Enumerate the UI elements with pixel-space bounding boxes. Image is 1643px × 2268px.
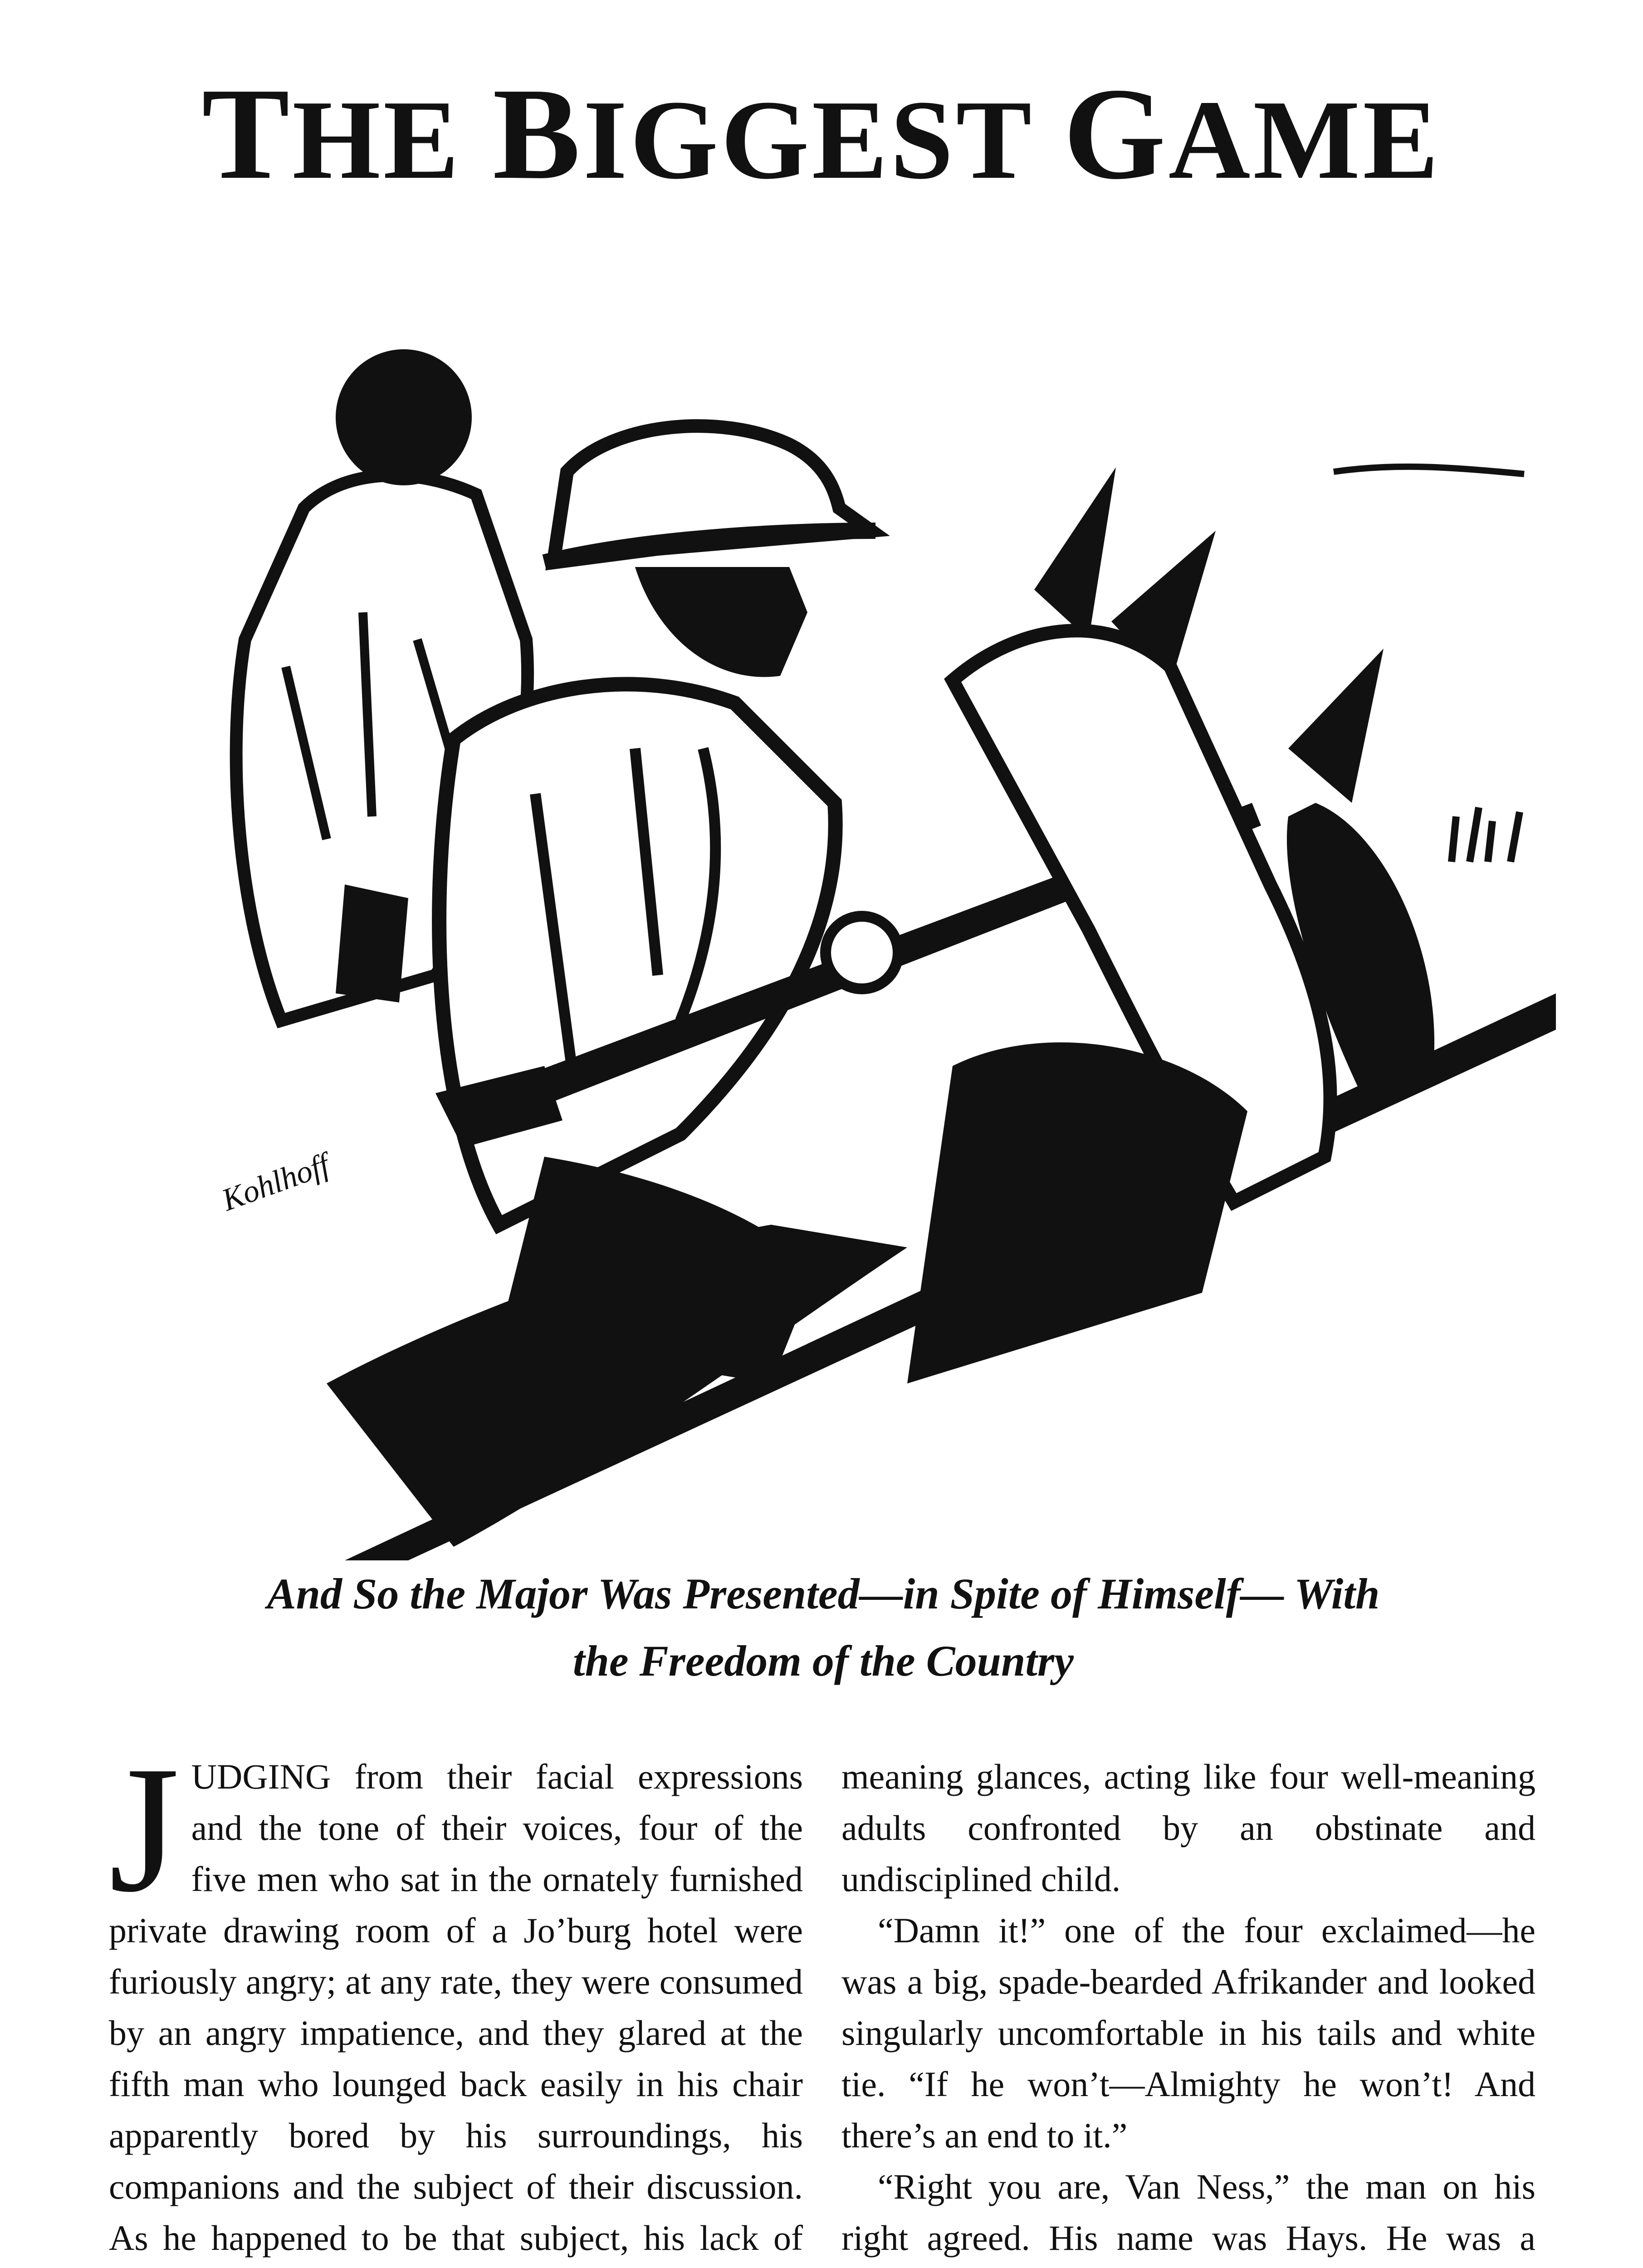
horizon-stroke [1334,467,1524,474]
opening-paragraph [109,1729,803,2268]
title-initial-2: B [493,61,583,206]
story-illustration [91,295,1556,1560]
title-word-3: AME [1168,77,1442,203]
paragraph-van-ness: “Damn it!” one of the four exclaimed—he was a big, spade-bearded Afrikander and looked singularly uncomfortable in his tails and white tie. “If he won’t—Almighty he won’t! And there’s an end to it.” [841,1911,1535,2155]
text-column-left [109,1729,803,2268]
title-word-1: HE [292,77,493,203]
paragraph-continued: meaning glances, acting like four well-meaning adults confronted by an obstinate and undisciplined child. [841,1757,1535,1899]
title-word-2: IGGEST [583,77,1064,203]
signature-text: Kohlhoff [217,1147,334,1218]
article-subtitle [91,1560,1556,1695]
title-initial-1: T [201,61,293,206]
subtitle-line-1: And So the Major Was Presented—in Spite of Himself— With [267,1569,1380,1618]
title-initial-3: G [1063,61,1169,206]
text-column-right [841,1751,1535,2268]
paragraph-hays: “Right you are, Van Ness,” the man on his right agreed. His name was Hays. He was a [841,2167,1535,2258]
illustration-drawing [91,295,1556,1560]
grass-marks [1452,807,1520,862]
opening-paragraph-text: UDGING from their facial expressions and the tone of their voices, four of the five men who sat in the ornately furnished private drawing room of a Jo’burg hotel were furiously angry; at any rate, they were consumed by an angry impatience, and they glared at the fifth man who lounged back easily in his chair apparently bored by his surroundings, his companions and the subject of their discussion. As he happened to be that subject, his lack of [109,1757,803,2258]
drop-cap: J [109,1729,180,1930]
artist-signature [217,1146,337,1218]
article-title [0,61,1643,206]
subtitle-line-2: the Freedom of the Country [572,1637,1074,1685]
